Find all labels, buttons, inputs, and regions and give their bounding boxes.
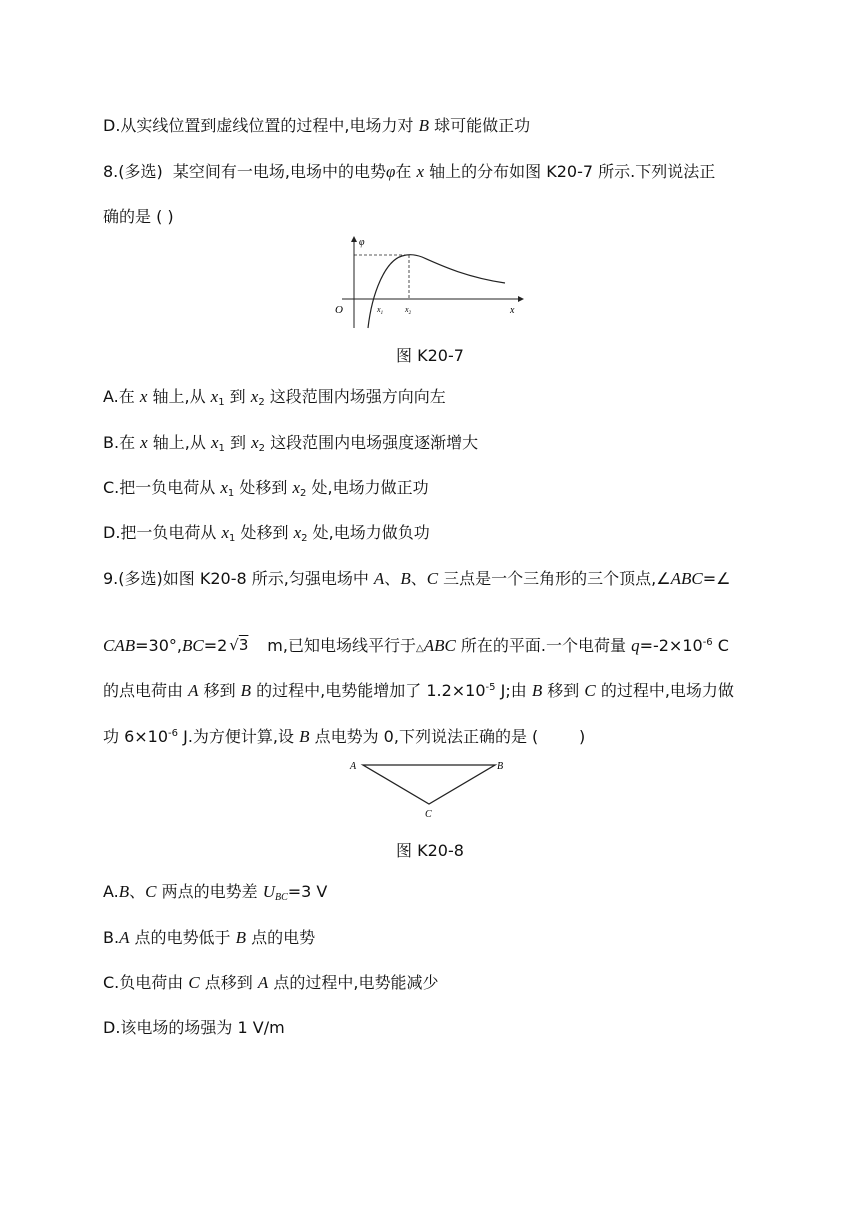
- fig7-caption: 图 K20-7: [396, 346, 464, 365]
- fig7-phi-label: φ: [359, 237, 365, 248]
- figure-k20-8: [345, 755, 515, 825]
- q8-stem-line2: 确的是 ( ): [103, 207, 174, 226]
- fig8-label-c: C: [425, 809, 432, 820]
- q9-option-b: B.A 点的电势低于 B 点的电势: [103, 928, 316, 947]
- q8-option-b: B.在 x 轴上,从 $x_1$ 到 $x_2$ 这段范围内电场强度逐渐增大: [103, 433, 479, 454]
- q9-stem-line2: CAB=30°,BC=2 √3 m,已知电场线平行于△ABC 所在的平面.一个电荷量 $q=-2\times 10^{-6}$ C: [103, 636, 729, 655]
- q9-stem-line3: 的点电荷由 A 移到 B 的过程中,电势能增加了 $1.2\times 10^{-5}$ J;由 B 移到 C 的过程中,电场力做: [103, 681, 734, 700]
- q8-option-a: A.在 x 轴上,从 $x_1$ 到 $x_2$ 这段范围内场强方向向左: [103, 387, 446, 408]
- q8-option-d: D.把一负电荷从 $x_1$ 处移到 $x_2$ 处,电场力做负功: [103, 523, 430, 544]
- q9-stem-line1: 9.(多选)如图 K20-8 所示,匀强电场中 A、B、C 三点是一个三角形的三个顶点,∠ABC=∠: [103, 569, 731, 588]
- fig7-origin-label: O: [335, 304, 343, 316]
- q9-option-d: D.该电场的场强为 1 V/m: [103, 1018, 285, 1037]
- q9-option-a: A.B、C 两点的电势差 $U_{BC}=3$ V: [103, 882, 328, 903]
- q8-option-c: C.把一负电荷从 $x_1$ 处移到 $x_2$ 处,电场力做正功: [103, 478, 429, 499]
- fig7-x2-label: $x_2$: [405, 305, 412, 316]
- fig7-x-label: x: [510, 305, 515, 316]
- fig8-label-b: B: [497, 761, 504, 772]
- figure-k20-7: [330, 233, 525, 331]
- option-d-previous: D.从实线位置到虚线位置的过程中,电场力对 B 球可能做正功: [103, 116, 531, 135]
- q9-stem-line4: 功 $6\times 10^{-6}$ J.为方便计算,设 B 点电势为 0,下列说法正确的是 ( ): [103, 727, 586, 746]
- q8-stem-line1: 8.(多选) 某空间有一电场,电场中的电势φ在 x 轴上的分布如图 K20-7 所示.下列说法正: [103, 162, 716, 181]
- fig7-x1-label: $x_1$: [377, 305, 384, 316]
- fig8-caption: 图 K20-8: [396, 841, 464, 860]
- fig8-label-a: A: [350, 761, 357, 772]
- q9-option-c: C.负电荷由 C 点移到 A 点的过程中,电势能减少: [103, 973, 439, 992]
